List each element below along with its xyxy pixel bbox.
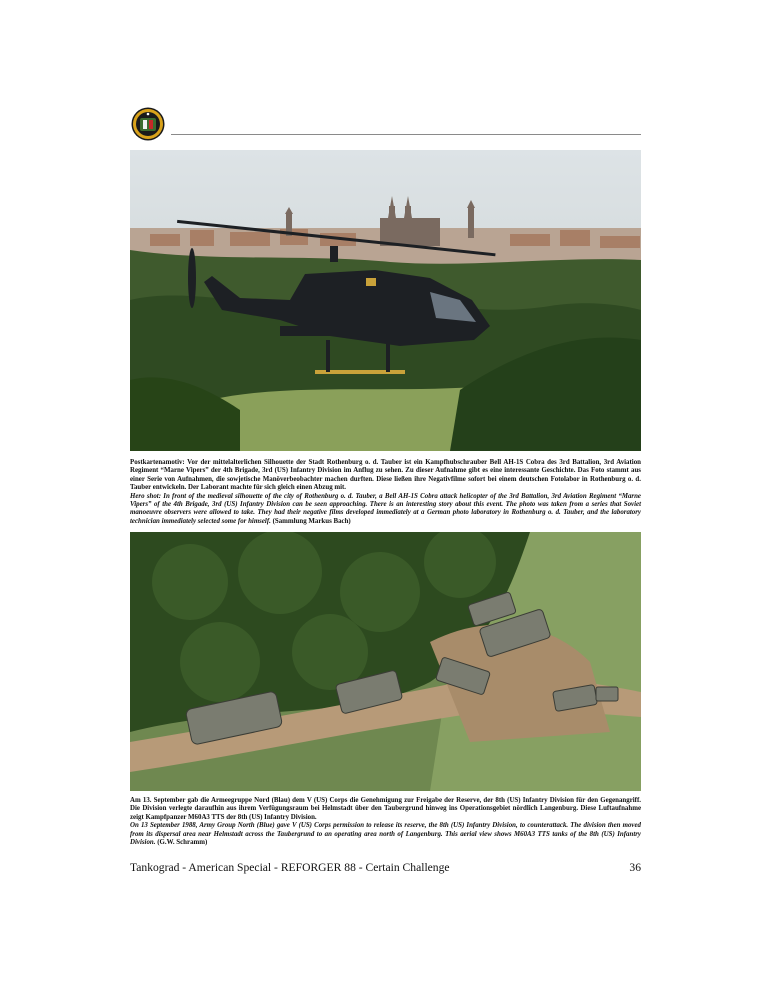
photo-caption-2 — [130, 797, 641, 847]
photo-credit: (G.W. Schramm) — [157, 839, 208, 847]
caption-german: Postkartenamotiv: Vor der mittelalterlichen Silhouette der Stadt Rothenburg o. d. Tauber ist ein Kampfhubschrauber Bell AH-1S Cobra des 3rd Battalion, 3rd Aviation Regiment “Marne Vipers” der 4th Brigade, 3rd (US) Infantry Division im Anflug zu sehen. Zu dieser Aufnahme gibt es eine interessante Geschichte. Das Foto stammt aus einer Serie von Aufnahmen, die sowjetische Manöverbeobachter machen durften. Diese ließen ihre Negativfilme sofort bei einem deutschen Fotolabor in Rothenburg o. d. Tauber entwickeln. Der Laborant machte für sich gleich einen Abzug mit. — [130, 459, 641, 492]
division-insignia-icon — [131, 107, 165, 141]
tanks-aerial-photo — [130, 532, 641, 791]
helicopter-over-town-photo — [130, 150, 641, 451]
page-number: 36 — [629, 861, 641, 874]
photo-caption-1 — [130, 459, 641, 526]
caption-german: Am 13. September gab die Armeegruppe Nord (Blau) dem V (US) Corps die Genehmigung zur Freigabe der Reserve, der 8th (US) Infantry Division für den Gegenangriff. Die Division verlegte daraufhin aus ihrem Verfügungsraum bei Helmstadt über den Taubergrund hinweg ins Operationsgebiet nördlich Langenburg. Diese Luftaufnahme zeigt Kampfpanzer M60A3 TTS der 8th (US) Infantry Division. — [130, 797, 641, 821]
caption-english-text: Hero shot: In front of the medieval silhouette of the city of Rothenburg o. d. Tauber, a Bell AH-1S Cobra attack helicopter of the 3rd Battalion, 3rd Aviation Regiment “Marne Vipers” of the 4th Brigade, 3rd (US) Infantry Division can be seen approaching. There is an interesting story about this event. The photo was taken from a series that Soviet manoeuvre observers were allowed to take. They had their negative films developed immediately at a German photo laboratory in Rothenburg o. d. Tauber, and the laboratory technician immediately selected some for himself. — [130, 492, 641, 525]
publication-title: Tankograd - American Special - REFORGER 88 - Certain Challenge — [130, 861, 450, 874]
header-rule — [171, 134, 641, 135]
caption-english — [130, 822, 641, 847]
caption-english — [130, 493, 641, 527]
caption-english-text: On 13 September 1988, Army Group North (Blue) gave V (US) Corps permission to release its reserve, the 8th (US) Infantry Division, to counterattack. The division then moved from its dispersal area near Helmstadt across the Taubergrund to an operating area north of Langenburg. This aerial view shows M60A3 TTS tanks of the 8th (US) Infantry Division. — [130, 822, 641, 847]
photo-credit: (Sammlung Markus Bach) — [272, 517, 351, 525]
